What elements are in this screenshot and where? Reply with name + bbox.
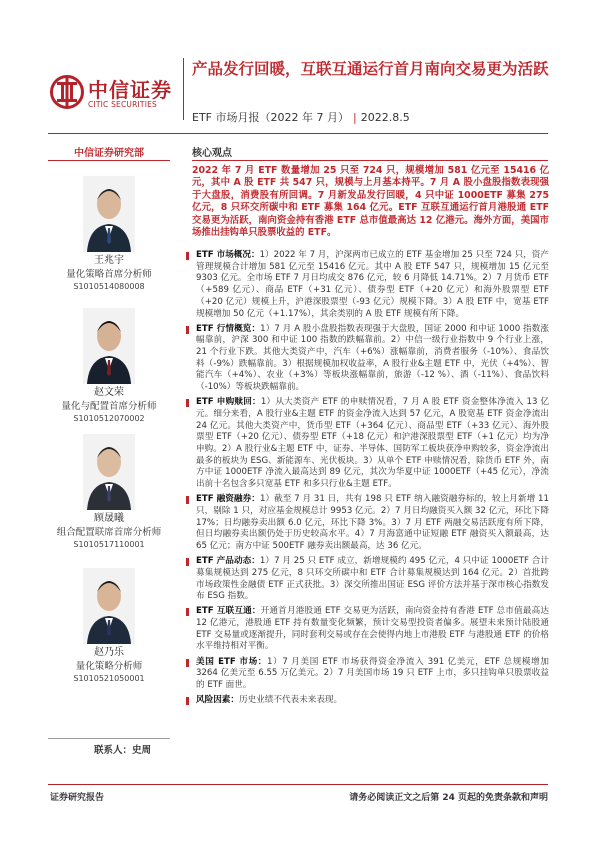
key-points-summary: 2022 年 7 月 ETF 数量增加 25 只至 724 只，规模增加 581 亿元至 15416 亿元，其中 A 股 ETF 共 547 只，规模与上月基本持平。7 月 A 股小盘股指数表现强于大盘股，消费股有所回调。7 月新发品发行回暖，4 只中证 1000ETF 募集 275 亿元，8 只环交所碳中和 ETF 募集 164 亿元。ETF 互联互通运行首月港股通 ETF 交易更为活跃，南向资金持有香港 ETF 总市值最高达 12 亿港元。海外方面，美国市场推出挂钩单只股票收益的 ETF。 — [192, 165, 549, 239]
bullet-marker — [186, 496, 189, 504]
footer-report-type: 证券研究报告 — [50, 793, 105, 803]
analyst-role: 量化策略首席分析师 — [66, 269, 152, 280]
analyst-license: S1010517110001 — [73, 540, 145, 549]
bullet-text: 1）7 月 A 股小盘股指数表现强于大盘股，国证 2000 和中证 1000 指数涨幅靠前，沪深 300 和中证 100 指数的跌幅靠前。2）中信一级行业指数中 9 个行业上涨，21 个行业下跌。其他大类资产中，汽车（+6%）涨幅靠前，消费者服务（-10%）、食品饮料（-9%）跌幅靠前。3）根据规模加权收益率，A 股行业&主题 ETF 中，光伏（+4%）、智能汽车（+4%）、农业（+3%）等板块涨幅靠前，旅游（-12 %）、酒（-11%）、食品饮料（-10%）等板块跌幅靠前。 — [196, 323, 549, 393]
analyst-name: 赵乃乐 — [94, 647, 124, 658]
analyst-role: 量化策略分析师 — [75, 661, 143, 672]
analyst-card — [48, 568, 170, 685]
analyst-card — [48, 434, 170, 551]
bullet-marker — [186, 252, 189, 260]
list-item — [186, 556, 549, 603]
bullet-text: 1）从大类资产 ETF 的申赎情况看，7 月 A 股 ETF 资金整体净流入 13 亿元。细分来看，A 股行业&主题 ETF 的资金净流入达到 57 亿元，A 股宽基 ETF 资金净流出 24 亿元。其他大类资产中，货币型 ETF（+364 亿元）、商品型 ETF（+33 亿元）、海外股票型 ETF（+20 亿元）、债券型 ETF（+18 亿元）和沪港深股票型 ETF（+1 亿元）均为净申购。2）A 股行业&主题 ETF 中，证券、半导体、国防军工板块获净申购较多，资金净流出最多的板块为 ESG、新能源车、光伏板块。3）从单个 ETF 申赎情况看，除货币 ETF 外，南方中证 1000ETF 净流入最高达到 89 亿元，其次为华夏中证 1000ETF（+45 亿元），净流出前十名包含多只宽基 ETF 和多只行业&主题 ETF。 — [196, 397, 549, 490]
brand-name-cn: 中信证券 — [88, 78, 172, 102]
analyst-role: 量化与配置首席分析师 — [61, 401, 157, 412]
list-item — [186, 695, 549, 707]
analyst-photo — [83, 308, 135, 384]
list-item — [186, 397, 549, 491]
report-date: 2022.8.5 — [360, 111, 410, 124]
bullet-text: 开通首月港股通 ETF 交易更为活跃，南向资金持有香港 ETF 总市值最高达 12 亿港元，港股通 ETF 持有数量变化频繁，预计交易型投资者偏多。展望未来预计陆股通 ETF 交易量或逐渐提升，同时套利交易或存在会使得内地上市港股 ETF 与港股通 ETF 的价格水平维持相对平衡。 — [196, 606, 549, 652]
analyst-card — [48, 308, 170, 425]
bullet-marker — [186, 608, 189, 616]
analyst-photo — [83, 434, 135, 510]
brand-logo — [50, 74, 180, 114]
bullet-text: 1）2022 年 7 月，沪深两市已成立的 ETF 基金增加 25 只至 724 只，资产管理规模合计增加 581 亿元至 15416 亿元。其中 A 股 ETF 547 只，规模增加 15 亿元至 9303 亿元。全市场 ETF 7 月日均成交 876 亿元，较 6 月降低 14.71%。2）7 月货币 ETF（+589 亿元）、商品 ETF（+31 亿元）、债券型 ETF（+20 亿元）和海外股票型 ETF（+20 亿元）规模上升，沪港深股票型（-93 亿元）规模下降。3）A 股 ETF 中，宽基 ETF 规模增加 50 亿元（+1.17%），其余类别的 A 股 ETF 规模有所下降。 — [196, 250, 549, 319]
bullet-marker — [186, 326, 189, 334]
report-series: ETF 市场月报（2022 年 7 月） — [192, 111, 349, 124]
dept-rule — [48, 160, 170, 161]
bullet-label: ETF 市场概况： — [196, 250, 260, 260]
bullet-marker — [186, 399, 189, 407]
bullet-label: ETF 融资融券： — [196, 494, 260, 505]
report-title: 产品发行回暖，互联互通运行首月南向交易更为活跃 — [192, 60, 549, 78]
report-subtitle — [192, 109, 410, 125]
analyst-card — [48, 176, 170, 293]
brand-name-en: CITIC SECURITIES — [88, 100, 158, 109]
header-divider — [183, 58, 184, 120]
bullet-text: 1）7 月美国 ETF 市场获得资金净流入 391 亿美元，ETF 总规模增加 3264 亿美元至 6.55 万亿美元。2）7 月美国市场 19 只 ETF 上市，多只挂钩单只股票收益的 ETF 面世。 — [196, 656, 549, 690]
bullet-label: 风险因素： — [196, 695, 239, 706]
list-item — [186, 606, 549, 653]
bullet-text: 历史业绩不代表未来表现。 — [238, 695, 343, 706]
list-item — [186, 250, 549, 320]
key-points-list — [186, 250, 549, 710]
analyst-name: 顾晟曦 — [94, 513, 124, 524]
research-dept: 中信证券研究部 — [74, 148, 144, 159]
list-item — [186, 657, 549, 692]
bullet-label: ETF 行情概览： — [196, 323, 261, 334]
contact-rule — [48, 738, 170, 739]
bullet-marker — [186, 558, 189, 566]
footer-rule — [48, 784, 548, 785]
bullet-text: 1）截至 7 月 31 日，共有 198 只 ETF 纳入融资融券标的，较上月新增 11 只，剔除 1 只，对应基金规模总计 9953 亿元。2）7 月日均融资买入额 32 亿元，环比下降 17%；日均融券卖出额 6.0 亿元，环比下降 3%。3）7 月 ETF 两融交易活跃度有所下降，但日均融券卖出额仍处于历史较高水平。4）7 月海富通中证短融 ETF 融资买入额最高，达 65 亿元；南方中证 500ETF 融券卖出额最高，达 36 亿元。 — [196, 494, 549, 552]
analyst-license: S1010512070002 — [73, 414, 145, 423]
analyst-license: S1010514080008 — [73, 282, 145, 291]
bullet-label: ETF 互联互通： — [196, 606, 261, 617]
list-item — [186, 494, 549, 553]
key-points-heading: 核心观点 — [192, 148, 232, 159]
bullet-label: 美国 ETF 市场： — [196, 656, 268, 667]
citic-logo-icon — [50, 74, 84, 110]
analyst-photo — [83, 176, 135, 252]
contact-person: 联系人：史周 — [94, 745, 152, 756]
analyst-photo — [83, 568, 135, 644]
bullet-marker — [186, 697, 189, 705]
bullet-label: ETF 产品动态： — [196, 556, 260, 567]
list-item — [186, 324, 549, 394]
bullet-marker — [186, 659, 189, 667]
key-points-rule — [192, 160, 548, 161]
analyst-name: 赵文荣 — [94, 387, 124, 398]
analyst-license: S1010521050001 — [73, 674, 145, 683]
header-rule — [48, 133, 548, 134]
footer-disclaimer: 请务必阅读正文之后第 24 页起的免责条款和声明 — [349, 793, 548, 803]
analyst-name: 王兆宇 — [94, 255, 124, 266]
analyst-role: 组合配置联席首席分析师 — [56, 527, 162, 538]
subtitle-separator: | — [352, 111, 357, 124]
bullet-text: 1）7 月 25 只 ETF 成立，新增规模约 495 亿元，4 只中证 1000ETF 合计募集规模达到 275 亿元，8 只环交所碳中和 ETF 合计募集规模达到 164 亿元。2）首批跨市场政策性金融债 ETF 正式获批。3）深交所推出国证 ESG 评价方法并基于深市核心指数发布 ESG 指数。 — [196, 556, 549, 602]
bullet-label: ETF 申购赎回： — [196, 397, 261, 408]
